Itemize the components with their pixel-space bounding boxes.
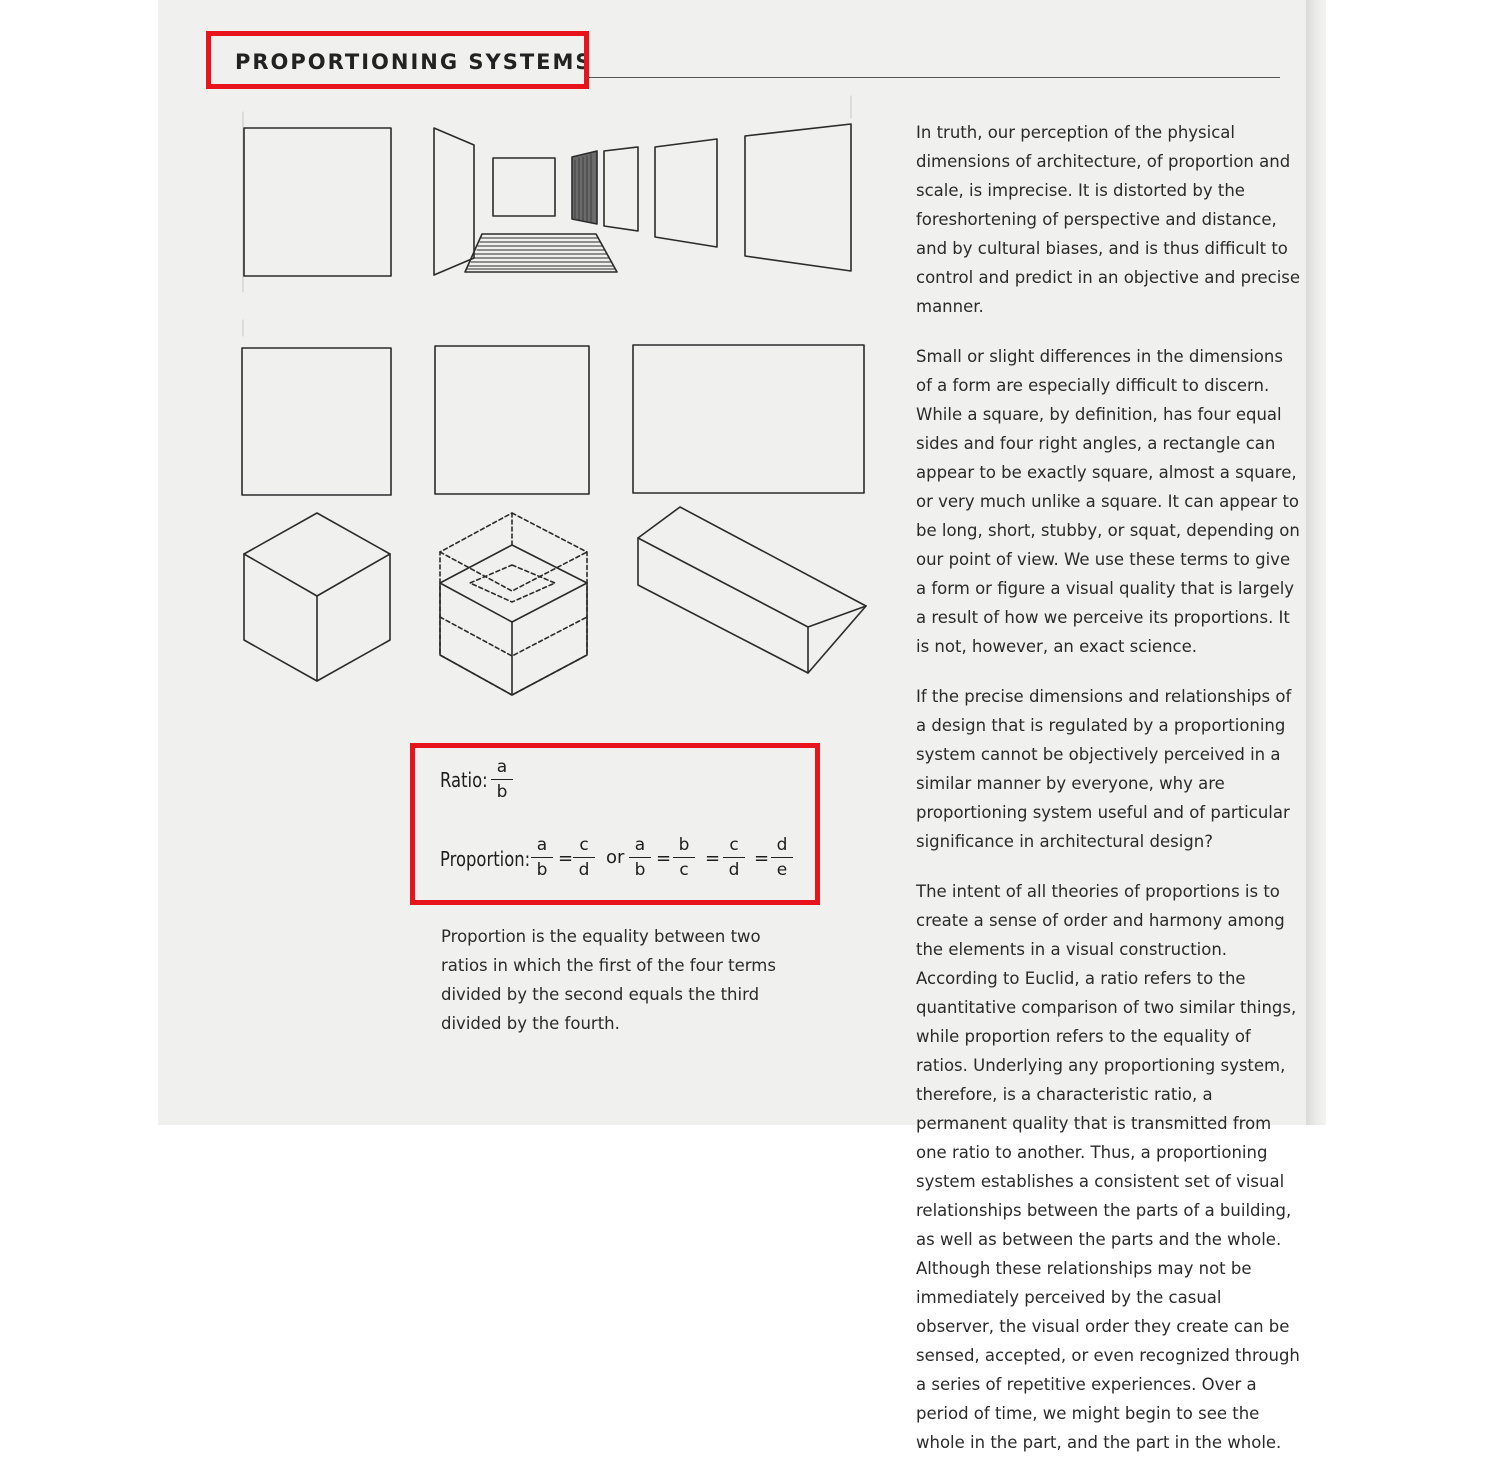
equals-sign: = xyxy=(754,848,770,869)
cube-drawing xyxy=(244,513,390,681)
fraction-numerator: b xyxy=(678,835,690,855)
proportion-fraction xyxy=(723,835,745,880)
ratio-denominator: b xyxy=(496,782,508,802)
dashed-box-drawing xyxy=(440,513,587,695)
title-highlight-box xyxy=(206,31,589,89)
body-text-column xyxy=(916,118,1302,1478)
fraction-bar xyxy=(491,779,513,780)
fraction-bar xyxy=(771,857,793,858)
section-title: PROPORTIONING SYSTEMS xyxy=(235,50,593,74)
ratio-numerator: a xyxy=(496,757,508,777)
fraction-bar xyxy=(629,857,651,858)
body-paragraph: If the precise dimensions and relationships of a design that is regulated by a proportioning system cannot be objectively perceived in a similar manner by everyone, why are proportioning system useful and of particular significance in architectural design? xyxy=(916,687,1292,851)
fraction-numerator: d xyxy=(776,835,788,855)
rectangle-drawing-1 xyxy=(242,348,391,495)
rectangle-drawing-2 xyxy=(435,346,589,494)
square-drawing xyxy=(244,128,391,276)
fraction-bar xyxy=(573,857,595,858)
proportion-fraction xyxy=(573,835,595,880)
ratio-label: Ratio: xyxy=(440,768,488,792)
or-label: or xyxy=(606,847,625,868)
proportion-fraction xyxy=(771,835,793,880)
fraction-denominator: d xyxy=(728,860,740,880)
proportion-fraction xyxy=(673,835,695,880)
body-paragraph: The intent of all theories of proportions is to create a sense of order and harmony among the elements in a visual construction. According to Euclid, a ratio refers to the quantitative comparison of two similar things, while proportion refers to the equality of ratios. Underlying any proportioning system, therefore, is a characteristic ratio, a permanent quality that is transmitted from one ratio to another. Thus, a proportioning system establishes a consistent set of visual relationships between the parts of a building, as well as between the parts and the whole. Although these relationships may not be immediately perceived by the casual observer, the visual order they create can be sensed, accepted, or even recognized through a series of repetitive experiences. Over a period of time, we might begin to see the whole in the part, and the part in the whole. xyxy=(916,882,1300,1452)
body-paragraph: Small or slight differences in the dimensions of a form are especially difficult to discern. While a square, by definition, has four equal sides and four right angles, a rectangle can appear to be exactly square, almost a square, or very much unlike a square. It can appear to be long, short, stubby, or squat, depending on our point of view. We use these terms to give a form or figure a visual quality that is largely a result of how we perceive its proportions. It is not, however, an exact science. xyxy=(916,347,1300,656)
fraction-denominator: d xyxy=(578,860,590,880)
slab-drawing xyxy=(638,507,866,673)
fraction-numerator: a xyxy=(634,835,646,855)
fraction-numerator: a xyxy=(536,835,548,855)
equals-sign: = xyxy=(558,848,574,869)
fraction-denominator: b xyxy=(536,860,548,880)
proportion-label: Proportion: xyxy=(440,847,531,871)
proportion-fraction xyxy=(531,835,553,880)
rectangle-drawing-3 xyxy=(633,345,864,493)
perspective-corridor-drawing xyxy=(434,124,851,275)
proportion-fraction xyxy=(629,835,651,880)
formula-caption: Proportion is the equality between two ratios in which the first of the four terms divided by the second equals the third divided by the fourth. xyxy=(441,927,776,1033)
body-paragraph: In truth, our perception of the physical dimensions of architecture, of proportion and scale, is imprecise. It is distorted by the foreshortening of perspective and distance, and by cultural biases, and is thus difficult to control and predict in an objective and precise manner. xyxy=(916,123,1301,316)
fraction-denominator: c xyxy=(679,860,689,880)
fraction-bar xyxy=(673,857,695,858)
fraction-numerator: c xyxy=(579,835,589,855)
fraction-bar xyxy=(531,857,553,858)
fraction-bar xyxy=(723,857,745,858)
equals-sign: = xyxy=(705,848,721,869)
fraction-numerator: c xyxy=(729,835,739,855)
equals-sign: = xyxy=(656,848,672,869)
ratio-fraction xyxy=(491,757,513,802)
fraction-denominator: e xyxy=(776,860,788,880)
fraction-denominator: b xyxy=(634,860,646,880)
